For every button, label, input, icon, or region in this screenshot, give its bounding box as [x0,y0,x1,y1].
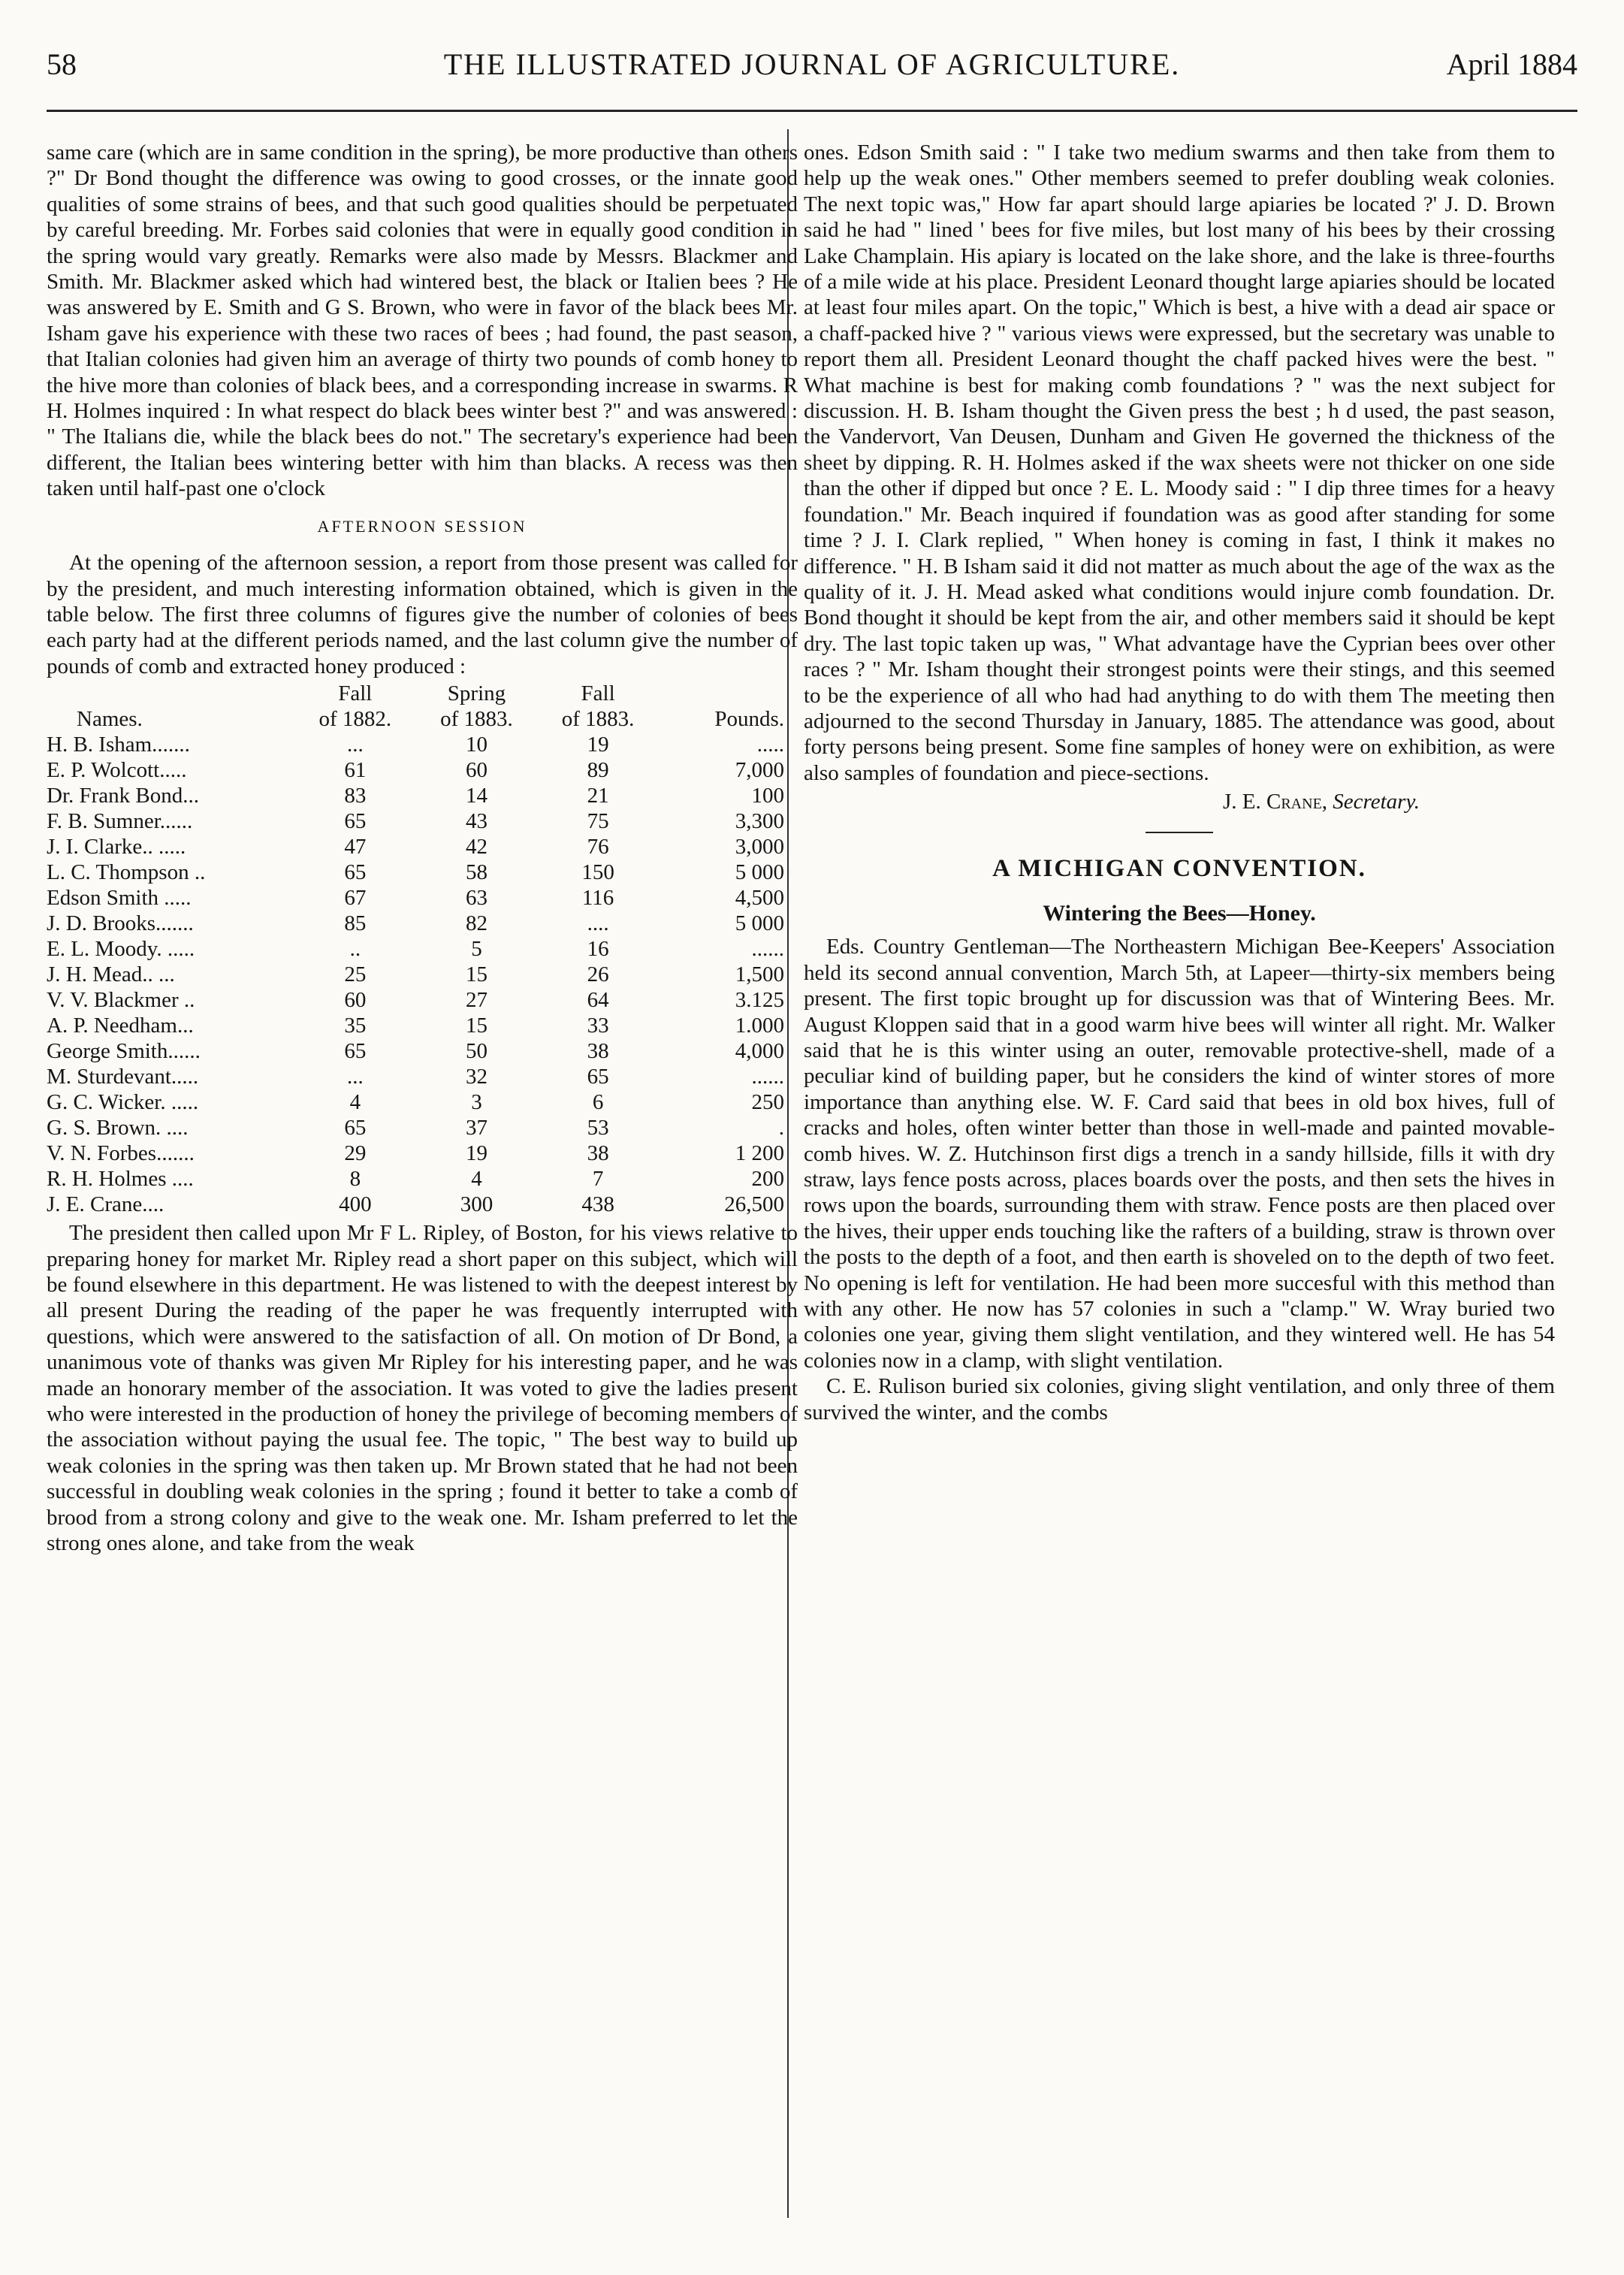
cell-value: 85 [344,911,367,936]
cell-name: E. P. Wolcott..... [47,758,187,783]
cell-value: ... [346,733,364,757]
table-row [47,783,798,808]
cell-value: 29 [344,1141,367,1166]
cell-name: R. H. Holmes .... [47,1167,194,1192]
column-header: of 1882. [318,707,392,732]
header-rule [47,110,1577,112]
cell-value: 21 [587,784,609,808]
cell-value: 53 [587,1116,609,1141]
cell-value: 3,000 [735,835,784,860]
cell-value: 15 [465,962,488,987]
cell-value: 3,300 [735,809,784,834]
cell-value: 1 200 [735,1141,784,1166]
cell-value: 4 [349,1090,361,1115]
table-row [47,732,798,757]
paragraph: C. E. Rulison buried six colonies, giving slight ventilation, and only three of them survived the winter, and the combs [804,1374,1555,1425]
cell-value: 83 [344,784,367,808]
cell-value: 67 [344,886,367,911]
cell-name: A. P. Needham... [47,1014,194,1038]
cell-value: 33 [587,1014,609,1038]
cell-value: 7,000 [735,758,784,783]
cell-name: J. D. Brooks....... [47,911,194,936]
cell-value: 76 [587,835,609,860]
cell-name: George Smith...... [47,1039,201,1064]
column-header: Names. [77,707,143,732]
cell-value: ...... [751,937,784,962]
cell-value: 19 [587,733,609,757]
section-divider [1146,832,1213,833]
cell-name: J. I. Clarke.. ..... [47,835,186,860]
table-row [47,808,798,834]
left-column [47,140,798,1556]
paragraph: At the opening of the afternoon session, a report from those present was called for by the president, and much interesting information obtained, which is given in the table below. The first three columns of figures give the number of colonies of bees each party had at the different periods named, and the last column give the number of pounds of comb and extracted honey produced : [47,551,798,678]
table-row [47,1192,798,1217]
cell-value: 250 [751,1090,784,1115]
table-row [47,936,798,962]
table-header-row [47,681,798,706]
right-column [804,140,1555,1425]
table-row [47,1038,798,1064]
cell-name: G. S. Brown. .... [47,1116,189,1141]
cell-value: 65 [587,1065,609,1089]
cell-name: Dr. Frank Bond... [47,784,199,808]
article-subtitle: Wintering the Bees—Honey. [1043,900,1316,926]
cell-name: G. C. Wicker. ..... [47,1090,199,1115]
cell-value: 100 [751,784,784,808]
paragraph: ones. Edson Smith said : " I take two medium swarms and then take from them to help up the weak ones." Other members seemed to prefer doubling weak colonies. The next topic was," How far apart should large apiaries be located ?' J. D. Brown said he had " lined ' bees for five miles, but lost many of his bees by their crossing Lake Champlain. His apiary is located on the lake shore, and the lake is three-fourths of a mile wide at his place. President Leonard thought large apiaries should be located at least four miles apart. On the topic," Which is best, a hive with a dead air space or a chaff-packed hive ? " various views were expressed, but the secretary was unable to report them all. President Leonard thought the chaff packed hives were the best. " What machine is best for making comb foundations ? " was the next subject for discussion. H. B. Isham thought the Given press the best ; h d used, the past season, the Vandervort, Van Deusen, Dunham and Given He governed the thickness of the sheet by dipping. R. H. Holmes asked if the wax sheets were not thicker on one side than the other if dipped but once ? E. L. Moody said : " I dip three times for a heavy foundation." Mr. Beach inquired if foundation was as good after standing for some time ? J. I. Clark replied, " When honey is coming in fast, I think it makes no difference. " H. B Isham said it did not matter as much about the age of the wax as the quality of it. J. H. Mead asked what conditions would injure comb foundation. Dr. Bond thought it should be kept from the air, and other members said it should be kept dry. The last topic taken up was, " What advantage have the Cyprian bees over other races ? " Mr. Isham thought their strongest points were their stings, and this seemed to be the experience of all who had had anything to do with them The meeting then adjourned to the second Thursday in January, 1885. The attendance was good, about forty persons being present. Some fine samples of honey were on exhibition, as were also samples of foundation and piece-sections. [804,140,1555,785]
table-row [47,1115,798,1141]
cell-value: 15 [465,1014,488,1038]
cell-name: E. L. Moody. ..... [47,937,195,962]
cell-value: 5 [471,937,482,962]
section-heading: AFTERNOON SESSION [317,516,527,536]
cell-value: .... [587,911,609,936]
cell-value: 58 [465,860,488,885]
cell-value: 150 [581,860,614,885]
cell-value: 1.000 [735,1014,784,1038]
cell-value: 19 [465,1141,488,1166]
cell-value: 4 [471,1167,482,1192]
cell-value: 200 [751,1167,784,1192]
table-row [47,1013,798,1038]
cell-value: 8 [349,1167,361,1192]
cell-name: Edson Smith ..... [47,886,192,911]
cell-value: . [778,1116,784,1141]
cell-name: J. E. Crane.... [47,1192,165,1217]
paragraph: The president then called upon Mr F L. Ripley, of Boston, for his views relative to preparing honey for market Mr. Ripley read a short paper on this subject, which will be found elsewhere in this department. He was listened to with the deepest interest by all present During the reading of the paper he was frequently interrupted with questions, which were answered to the satisfaction of all. On motion of Dr Bond, a unanimous vote of thanks was given Mr Ripley for his interesting paper, and he was made an honorary member of the association. It was voted to give the ladies present who were interested in the production of honey the privilege of becoming members of the association without paying the usual fee. The topic, " The best way to build up weak colonies in the spring was then taken up. Mr Brown stated that he had not been successful in doubling weak colonies in the spring ; found it better to take a comb of brood from a strong colony and give to the weak one. Mr. Isham preferred to let the strong ones alone, and take from the weak [47,1221,798,1555]
column-header: Pounds. [714,707,784,732]
cell-value: 26 [587,962,609,987]
cell-name: H. B. Isham....... [47,733,190,757]
table-row [47,962,798,987]
paragraph: Eds. Country Gentleman—The Northeastern Michigan Bee-Keepers' Association held its second annual convention, March 5th, at Lapeer—thirty-six members being present. The first topic brought up for discussion was that of Wintering Bees. Mr. August Kloppen said that in a good warm hive bees will winter all right. Mr. Walker said that he is this winter using an outer, removable protective-shell, made of a peculiar kind of building paper, but he considers the kind of winter stores of more importance than anything else. W. F. Card said that bees in old box hives, full of cracks and holes, often winter better than those in well-made and painted movable-comb hives. W. Z. Hutchinson first digs a trench in a sandy hillside, fills it with dry straw, lays fence posts across, places boards over the posts, and then sets the hives in rows upon the boards, surrounding them with straw. Fence posts are then placed over the hives, their upper ends touching like the rafters of a building, straw is thrown over the posts to the depth of a foot, and then earth is shoveled on to the depth of two feet. No opening is left for ventilation. He had been more succesful with this method than with any other. He now has 57 colonies in such a "clamp." W. Wray buried two colonies one year, giving them slight ventilation, and they wintered well. He has 54 colonies now in a clamp, with slight ventilation. [804,935,1555,1373]
cell-value: 82 [465,911,488,936]
journal-title: THE ILLUSTRATED JOURNAL OF AGRICULTURE. [443,47,1181,81]
cell-name: F. B. Sumner...... [47,809,193,834]
cell-value: 42 [465,835,488,860]
cell-value: 3.125 [735,988,784,1013]
column-header: Spring [447,681,506,706]
cell-value: 5 000 [735,911,784,936]
table-row [47,1141,798,1166]
cell-value: 60 [465,758,488,783]
cell-value: 6 [592,1090,604,1115]
cell-value: ...... [751,1065,784,1089]
colonies-table [47,681,798,1217]
cell-value: 3 [471,1090,482,1115]
column-header: Fall [581,681,615,706]
cell-value: 35 [344,1014,367,1038]
cell-value: .. [349,937,361,962]
table-row [47,987,798,1013]
cell-value: 4,500 [735,886,784,911]
table-row [47,860,798,885]
table-row [47,834,798,860]
column-header: Fall [338,681,373,706]
cell-value: 65 [344,860,367,885]
column-header: of 1883. [561,707,635,732]
cell-value: 43 [465,809,488,834]
cell-value: 25 [344,962,367,987]
cell-value: 5 000 [735,860,784,885]
cell-value: 4,000 [735,1039,784,1064]
cell-value: 61 [344,758,367,783]
cell-value: ... [346,1065,364,1089]
signature-title: Secretary. [1333,790,1420,814]
table-row [47,757,798,783]
signature [804,789,1555,814]
cell-value: 1,500 [735,962,784,987]
cell-value: 116 [581,886,614,911]
cell-value: 27 [465,988,488,1013]
cell-name: L. C. Thompson .. [47,860,206,885]
issue-date: April 1884 [1446,47,1577,81]
table-row [47,1064,798,1089]
cell-name: V. V. Blackmer .. [47,988,195,1013]
cell-value: 63 [465,886,488,911]
cell-value: 50 [465,1039,488,1064]
cell-value: 300 [460,1192,494,1217]
table-row [47,1166,798,1192]
cell-name: V. N. Forbes....... [47,1141,195,1166]
table-header-row [47,706,798,732]
cell-value: 32 [465,1065,488,1089]
cell-name: M. Sturdevant..... [47,1065,199,1089]
cell-value: 26,500 [724,1192,784,1217]
cell-value: 10 [465,733,488,757]
paragraph: same care (which are in same condition in the spring), be more productive than others ?" Dr Bond thought the difference was owing to good crosses, or the innate good qualities of some strains of bees, and that such good qualities should be perpetuated by careful breeding. Mr. Forbes said colonies that were in equally good condition in the spring would vary greatly. Remarks were also made by Messrs. Blackmer and Smith. Mr. Blackmer asked which had wintered best, the black or Italien bees ? He was answered by E. Smith and G S. Brown, who were in favor of the black bees Mr. Isham gave his experience with these two races of bees ; had found, the past season, that Italian colonies had given him an average of thirty two pounds of comb honey to the hive more than colonies of black bees, and a corresponding increase in swarms. R H. Holmes inquired : In what respect do black bees winter best ?" and was answered : " The Italians die, while the black bees do not." The secretary's experience had been different, the Italian bees wintering better with him than blacks. A recess was then taken until half-past one o'clock [47,140,798,501]
cell-value: 37 [465,1116,488,1141]
cell-value: 64 [587,988,609,1013]
column-header: of 1883. [440,707,513,732]
cell-value: 14 [465,784,488,808]
table-row [47,911,798,936]
cell-value: 38 [587,1039,609,1064]
cell-value: 438 [581,1192,614,1217]
cell-value: 400 [339,1192,372,1217]
cell-value: 89 [587,758,609,783]
cell-value: 7 [592,1167,604,1192]
cell-value: 47 [344,835,367,860]
cell-value: 60 [344,988,367,1013]
page-header [47,47,1577,92]
cell-value: 65 [344,1116,367,1141]
article-title: A MICHIGAN CONVENTION. [992,854,1366,882]
cell-value: 38 [587,1141,609,1166]
table-row [47,1089,798,1115]
cell-name: J. H. Mead.. ... [47,962,175,987]
cell-value: ..... [756,733,784,757]
page-number: 58 [47,47,77,81]
cell-value: 65 [344,1039,367,1064]
cell-value: 16 [587,937,609,962]
signature-name: J. E. Crane, [1223,790,1328,814]
cell-value: 65 [344,809,367,834]
table-row [47,885,798,911]
cell-value: 75 [587,809,609,834]
